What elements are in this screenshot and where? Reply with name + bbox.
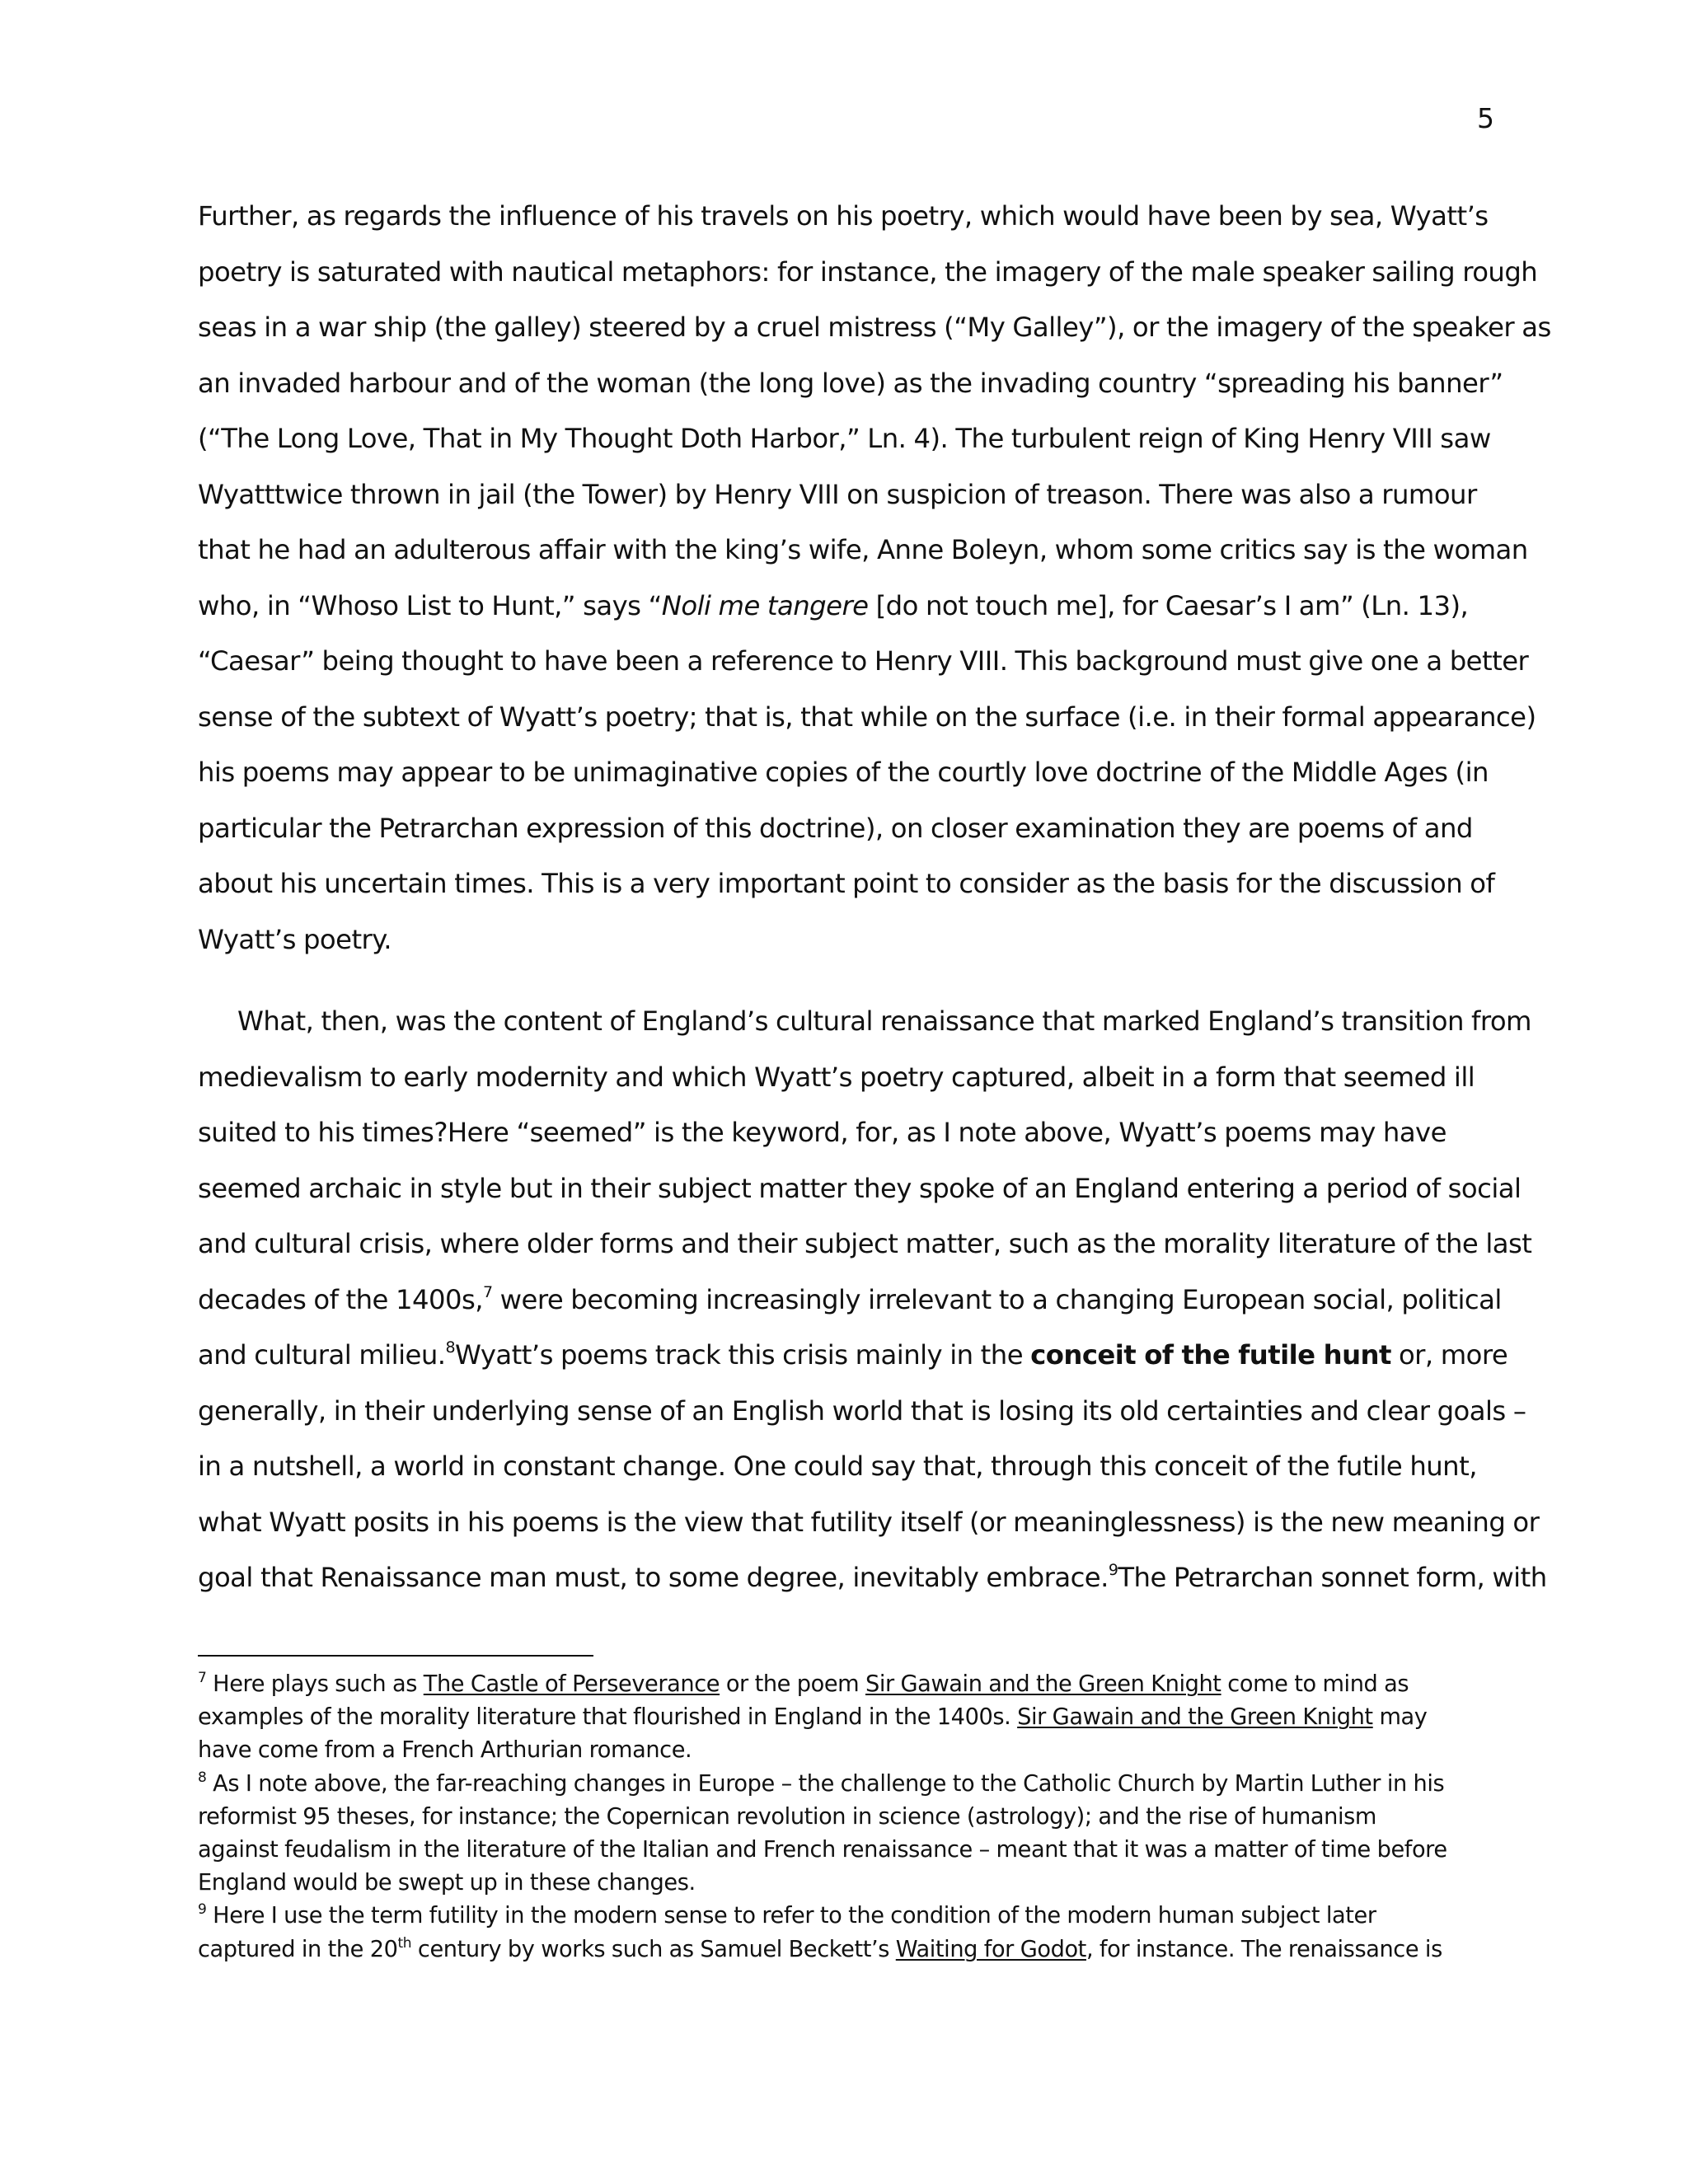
footnote-line: reformist 95 theses, for instance; the Copernican revolution in science (astrology); and the rise of humanism: [198, 1803, 1376, 1830]
work-title: Sir Gawain and the Green Knight: [1017, 1704, 1373, 1731]
text-run: The Petrarchan sonnet form, with: [1118, 1562, 1547, 1593]
body-line: seemed archaic in style but in their subject matter they spoke of an England entering a period of social: [198, 1172, 1522, 1204]
footnote-line: [198, 1701, 1517, 1734]
body-line: generally, in their underlying sense of an English world that is losing its old certainties and clear goals –: [198, 1394, 1526, 1427]
paragraph-renaissance: [198, 1000, 1547, 1612]
body-text: [198, 194, 1551, 1612]
work-title: The Castle of Perseverance: [423, 1671, 720, 1697]
text-run: examples of the morality literature that flourished in England in the 1400s.: [198, 1704, 1018, 1731]
body-line: Further, as regards the influence of his travels on his poetry, which would have been by sea, Wyatt’s: [198, 200, 1489, 232]
footnotes: [198, 1668, 1517, 1966]
text-run: century by works such as Samuel Beckett’s: [411, 1936, 896, 1962]
page-number: 5: [1477, 102, 1494, 134]
ordinal-suffix: th: [397, 1934, 412, 1952]
footnote-line: [198, 1668, 1517, 1701]
footnote-line: have come from a French Arthurian romance.: [198, 1737, 692, 1764]
text-run: captured in the 20: [198, 1936, 398, 1962]
text-run: goal that Renaissance man must, to some degree, inevitably embrace.: [198, 1562, 1109, 1593]
text-run: Here plays such as: [206, 1671, 424, 1697]
text-run: or, more: [1390, 1339, 1508, 1371]
latin-phrase: Noli me tangere: [661, 589, 869, 621]
body-line: an invaded harbour and of the woman (the long love) as the invading country “spreading his banner”: [198, 367, 1503, 399]
footnote-line: [198, 1900, 1517, 1933]
footnote-line: England would be swept up in these changes.: [198, 1870, 696, 1896]
footnote-9: [198, 1900, 1517, 1966]
body-line: medievalism to early modernity and which Wyatt’s poetry captured, albeit in a form that seemed ill: [198, 1061, 1475, 1093]
work-title: Sir Gawain and the Green Knight: [865, 1671, 1221, 1697]
body-line: poetry is saturated with nautical metaphors: for instance, the imagery of the male speaker sailing rough: [198, 255, 1538, 288]
body-line: Wyatttwice thrown in jail (the Tower) by Henry VIII on suspicion of treason. There was also a rumour: [198, 478, 1477, 510]
footnote-number: 8: [198, 1769, 207, 1786]
body-line: [198, 1333, 1508, 1390]
footnote-number: 9: [198, 1901, 207, 1919]
text-run: Wyatt’s poems track this crisis mainly in the: [455, 1339, 1031, 1371]
body-line: in a nutshell, a world in constant change. One could say that, through this conceit of the futile hunt,: [198, 1451, 1477, 1482]
body-line: seas in a war ship (the galley) steered by a cruel mistress (“My Galley”), or the imagery of the speaker as: [198, 312, 1551, 343]
body-line: about his uncertain times. This is a very important point to consider as the basis for the discussion of: [198, 868, 1495, 899]
bold-phrase: conceit of the futile hunt: [1030, 1339, 1391, 1371]
footnote-reference-7[interactable]: 7: [483, 1282, 493, 1301]
body-line: and cultural crisis, where older forms and their subject matter, such as the morality literature of the last: [198, 1228, 1532, 1259]
footnote-line: [198, 1768, 1517, 1801]
text-run: [do not touch me], for Caesar’s I am” (Ln. 13),: [868, 589, 1469, 621]
body-line: sense of the subtext of Wyatt’s poetry; that is, that while on the surface (i.e. in their formal appearance): [198, 701, 1536, 733]
footnote-7: [198, 1668, 1517, 1768]
body-line: what Wyatt posits in his poems is the view that futility itself (or meaninglessness) is the new meaning or: [198, 1506, 1540, 1538]
body-line: [198, 584, 1508, 640]
footnote-reference-8[interactable]: 8: [445, 1338, 456, 1357]
text-run: or the poem: [720, 1671, 865, 1697]
body-line: particular the Petrarchan expression of this doctrine), on closer examination they are poems of and: [198, 812, 1473, 844]
footnote-reference-9[interactable]: 9: [1108, 1561, 1118, 1579]
text-run: may: [1372, 1704, 1428, 1731]
body-line: [198, 1278, 1508, 1334]
body-line: suited to his times?Here “seemed” is the keyword, for, as I note above, Wyatt’s poems may have: [198, 1117, 1447, 1148]
paragraph-travels: [198, 194, 1551, 973]
text-run: were becoming increasingly irrelevant to a changing European social, political: [492, 1283, 1502, 1315]
body-line: Wyatt’s poetry.: [198, 923, 392, 955]
paragraph-gap: [198, 973, 1508, 1000]
text-run: who, in “Whoso List to Hunt,” says “: [198, 589, 662, 621]
body-line: What, then, was the content of England’s cultural renaissance that marked England’s transition from: [237, 1005, 1531, 1037]
footnote-separator: [198, 1655, 593, 1657]
work-title: Waiting for Godot: [895, 1936, 1086, 1962]
body-line: “Caesar” being thought to have been a reference to Henry VIII. This background must give one a better: [198, 645, 1529, 677]
text-run: Here I use the term futility in the modern sense to refer to the condition of the modern human subject later: [206, 1903, 1376, 1929]
text-run: come to mind as: [1221, 1671, 1409, 1697]
footnote-line: [198, 1933, 1517, 1966]
body-line: (“The Long Love, That in My Thought Doth Harbor,” Ln. 4). The turbulent reign of King Henry VIII saw: [198, 423, 1491, 454]
text-run: decades of the 1400s,: [198, 1283, 483, 1315]
text-run: , for instance. The renaissance is: [1085, 1936, 1442, 1962]
text-run: and cultural milieu.: [198, 1339, 446, 1371]
footnote-number: 7: [198, 1670, 207, 1686]
body-line: that he had an adulterous affair with the king’s wife, Anne Boleyn, whom some critics say is the woman: [198, 534, 1528, 565]
footnote-8: [198, 1768, 1517, 1900]
text-run: As I note above, the far-reaching changes in Europe – the challenge to the Catholic Church by Martin Luther in his: [206, 1770, 1445, 1797]
body-line: his poems may appear to be unimaginative copies of the courtly love doctrine of the Middle Ages (in: [198, 757, 1489, 788]
footnote-line: against feudalism in the literature of the Italian and French renaissance – meant that it was a matter of time before: [198, 1836, 1447, 1863]
body-line: [198, 1556, 1547, 1612]
